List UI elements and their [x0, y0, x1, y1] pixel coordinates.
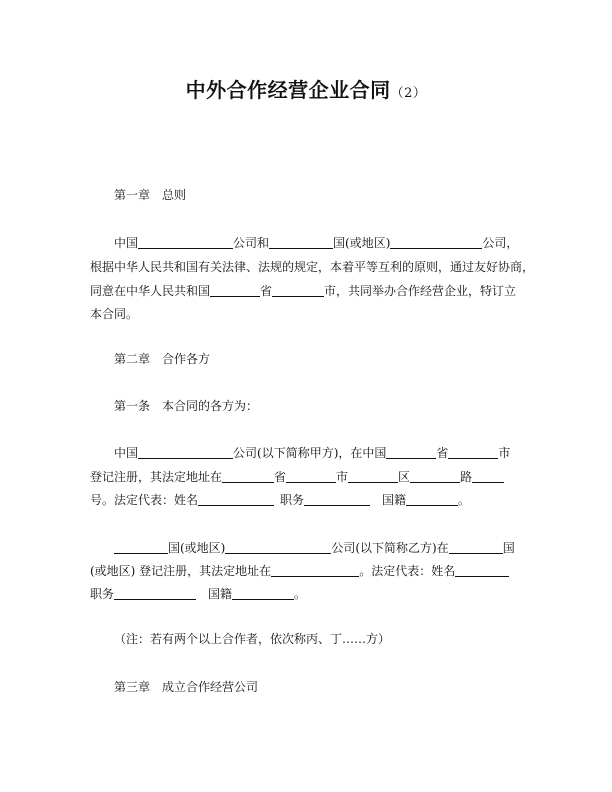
title-suffix: （2） — [390, 86, 427, 101]
party-a-line-3: 号。法定代表：姓名 职务 国籍 。 — [90, 493, 471, 507]
para-1-line-4: 本合同。 — [90, 307, 139, 321]
para-1-line-3: 同意在中华人民共和国 省 市，共同举办合作经营企业，特订立 — [90, 284, 517, 298]
chapter-2-heading: 第二章 合作各方 — [114, 352, 211, 366]
document-title — [0, 74, 612, 103]
note-text: （注：若有两个以上合作者，依次称丙、丁……方） — [114, 632, 391, 646]
para-1-line-1: 中国 公司和 国(或地区) 公司， — [114, 236, 519, 250]
para-1-line-2: 根据中华人民共和国有关法律、法规的规定，本着平等互利的原则，通过友好协商， — [90, 260, 535, 274]
party-b-line-2: (或地区) 登记注册，其法定地址在 。法定代表：姓名 — [90, 562, 509, 579]
title-main: 中外合作经营企业合同 — [185, 78, 391, 102]
article-1-heading: 第一条 本合同的各方为： — [114, 399, 259, 413]
chapter-1-heading: 第一章 总则 — [114, 188, 187, 202]
chapter-3-heading: 第三章 成立合作经营公司 — [114, 680, 259, 694]
party-a-line-2: 登记注册，其法定地址在 省 市 区 路 — [90, 468, 504, 485]
party-b-line-3: 职务 国籍 。 — [90, 587, 307, 601]
party-a-line-1: 中国 公司(以下简称甲方)，在中国 省 市 — [114, 446, 511, 460]
party-b-line-1: 国(或地区) 公司(以下简称乙方)在 国 — [114, 539, 515, 556]
